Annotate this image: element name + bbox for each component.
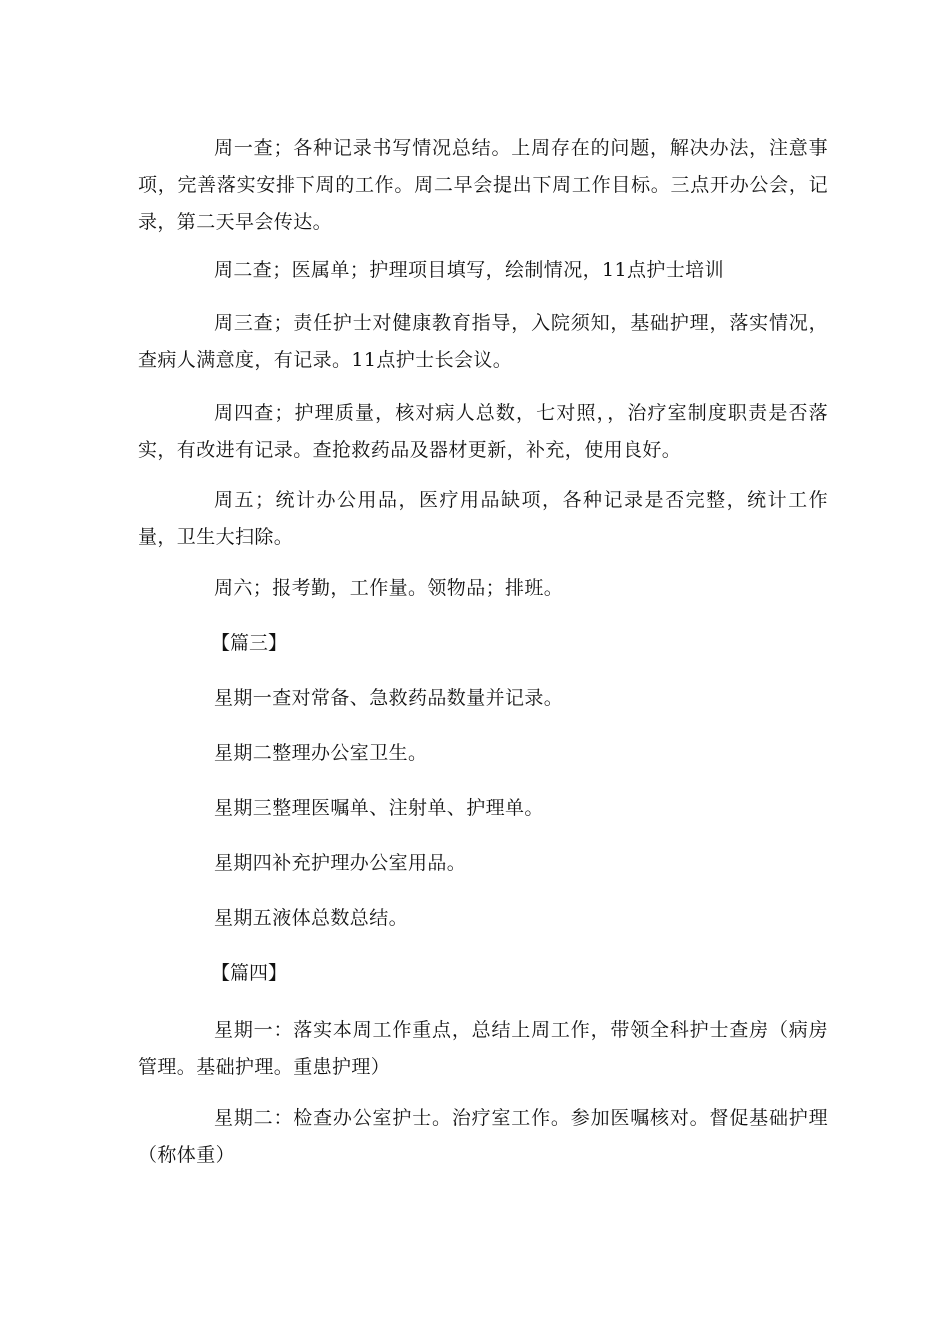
paragraph-tuesday: 周二查；医属单；护理项目填写，绘制情况，11点护士培训	[214, 259, 724, 281]
section3-item: 星期五液体总数总结。	[214, 907, 409, 929]
paragraph-wednesday: 周三查；责任护士对健康教育指导，入院须知，基础护理，落实情况，查病人满意度，有记录。11点护士长会议。	[138, 312, 828, 371]
section3-item: 星期二整理办公室卫生。	[214, 742, 428, 764]
section4-item: 星期二：检查办公室护士。治疗室工作。参加医嘱核对。督促基础护理（称体重）	[138, 1107, 828, 1166]
section3-item: 星期一查对常备、急救药品数量并记录。	[214, 687, 564, 709]
section-heading-3: 【篇三】	[211, 632, 288, 654]
section3-item: 星期三整理医嘱单、注射单、护理单。	[214, 797, 544, 819]
paragraph-monday: 周一查；各种记录书写情况总结。上周存在的问题，解决办法，注意事项，完善落实安排下周的工作。周二早会提出下周工作目标。三点开办公会，记录，第二天早会传达。	[138, 137, 828, 233]
section4-item: 星期一：落实本周工作重点，总结上周工作，带领全科护士查房（病房管理。基础护理。重患护理）	[138, 1019, 828, 1078]
paragraph-thursday: 周四查；护理质量，核对病人总数，七对照，，治疗室制度职责是否落实，有改进有记录。查抢救药品及器材更新，补充，使用良好。	[138, 402, 828, 461]
paragraph-saturday: 周六；报考勤，工作量。领物品；排班。	[214, 577, 564, 599]
paragraph-friday: 周五；统计办公用品，医疗用品缺项，各种记录是否完整，统计工作量，卫生大扫除。	[138, 489, 828, 548]
section3-item: 星期四补充护理办公室用品。	[214, 852, 467, 874]
section-heading-4: 【篇四】	[211, 962, 288, 984]
